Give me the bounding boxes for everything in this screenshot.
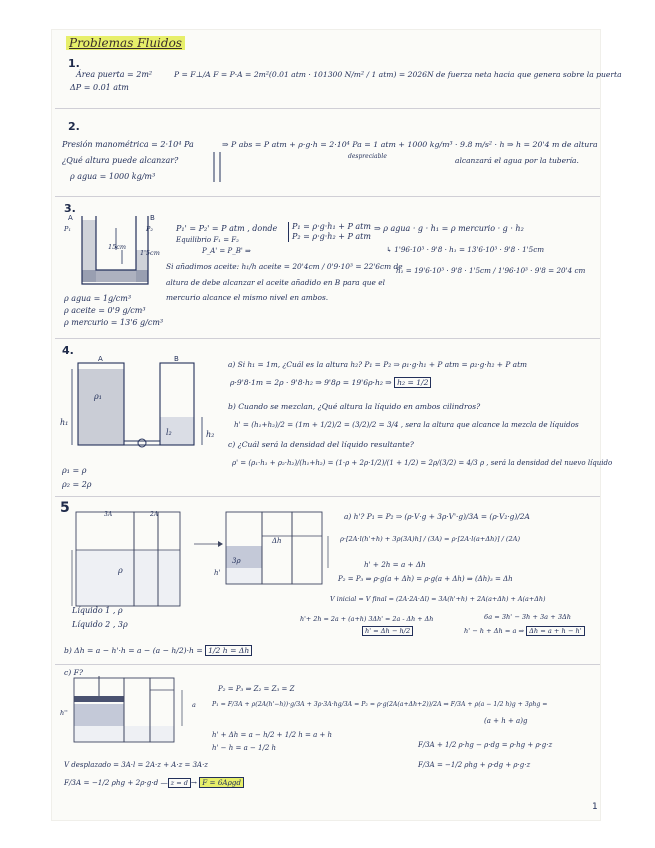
p5-a-2: ρ·[2A·l(h'+h) + 3ρ(3A)h] / (3A) = ρ·[2A·l(a+Δh)] / (2A) <box>340 535 521 543</box>
p3-fig-label-p2: P₂ <box>146 225 153 233</box>
p5-a-1: a) h'? P₁ = P₂ ⇒ (ρ·V·g + 3ρ·V'·g)/3A = (ρ·V₂·g)/2A <box>344 512 530 521</box>
p5-b-1: b) Δh = a − h'·h = a − (a − h/2)·h = 1/2 h = Δh <box>64 646 252 656</box>
p3-eq-2: Equilibrio F₁ = F₂ <box>176 236 239 244</box>
p2-work: ⇒ P abs = P atm + ρ·g·h = 2·10⁴ Pa = 1 atm + 1000 kg/m³ · 9.8 m/s² · h ⇒ h = 20'4 m de altura <box>222 140 598 149</box>
p4-density-2: ρ₂ = 2ρ <box>62 480 92 489</box>
divider <box>55 496 600 497</box>
p5-fig-h-double-prime: h'' <box>60 709 68 717</box>
p4-c-2: ρ' = (ρ₁·h₁ + ρ₂·h₂)/(h₁+h₂) = (1·ρ + 2ρ·1/2)/(1 + 1/2) = 2ρ/(3/2) = 4/3 ρ , será la densidad del nuevo líquido <box>232 459 613 467</box>
p5-a-5: V inicial = V final = (2A·2A·Δl) = 3A(h'+h) + 2A(a+Δh) + A(a+Δh) <box>330 595 546 603</box>
p4-c-1: c) ¿Cuál será la densidad del líquido resultante? <box>228 440 414 449</box>
p5-c-answer: F = 6Aρgd <box>199 777 244 788</box>
p3-eq-3: P_A' = P_B' ⇒ <box>202 247 251 255</box>
p5-c-7: F/3A + 1/2 ρ·hg − ρ·dg = ρ·hg + ρ·g·z <box>418 741 553 749</box>
p3-fig-label-h2: 1'5cm <box>140 249 160 257</box>
p1-given-pressure: ΔP = 0.01 atm <box>70 83 129 92</box>
p3-system-eq-2: P₂ = ρ·g·h₂ + P atm <box>292 232 371 241</box>
p5-fig-2A: 2A <box>150 511 159 518</box>
p5-c-8: F/3A = −1/2 ρhg + ρ·dg + ρ·g·z <box>418 761 531 769</box>
p2-line-2: ¿Qué altura puede alcanzar? <box>62 156 179 165</box>
p3-density-water: ρ agua = 1g/cm³ <box>64 294 132 303</box>
two-cylinder-figure <box>68 355 218 460</box>
p3-note-3: mercurio alcance el mismo nivel en ambos. <box>166 293 329 302</box>
p3-note-2: altura de debe alcanzar el aceite añadido en B para que el <box>166 278 385 287</box>
p4-fig-h2: h₂ <box>206 430 215 439</box>
p1-given-area: Área puerta = 2m² <box>76 70 153 79</box>
p5-fig-dh: Δh <box>272 537 282 545</box>
p4-a-answer: h₂ = 1/2 <box>394 377 431 388</box>
p3-eq-1: P₁' = P₂' = P atm , donde <box>176 224 278 233</box>
p5-c-4: h' + Δh = a − h/2 + 1/2 h = a + h <box>212 731 333 739</box>
p3-fig-label-h1: 15cm <box>108 243 127 251</box>
p5-liquid-1: Líquido 1 , ρ <box>72 606 123 615</box>
p1-work: P = F⊥/A F = P·A = 2m²(0.01 atm · 101300 N/m² / 1 atm) = 2026N de fuerza neta hacia que genera sobre la puerta <box>174 70 622 79</box>
p2-note-1: despreciable <box>348 153 387 160</box>
p5-fig-3A: 3A <box>104 511 113 518</box>
p3-density-oil: ρ aceite = 0'9 g/cm³ <box>64 306 146 315</box>
problem-3-number: 3. <box>64 202 76 215</box>
p3-system-eq-1: P₁ = ρ·g·h₁ + P atm <box>292 222 371 231</box>
p4-density-1: ρ₁ = ρ <box>62 466 87 475</box>
tube-sketch <box>212 150 224 184</box>
p5-a-answer: Δh = a + h − h' <box>526 626 584 636</box>
p5-c-1: c) F? <box>64 668 83 677</box>
p5-c-step: z = d <box>168 778 191 788</box>
p4-a-2: ρ·9'8·1m = 2ρ · 9'8·h₂ ⇒ 9'8ρ = 19'6ρ·h₂ ⇒ h₂ = 1/2 <box>230 378 431 388</box>
p5-c-6: (a + h + a)g <box>484 717 528 725</box>
p5-fig-hprime: h' <box>214 569 221 577</box>
divider <box>55 664 600 665</box>
divider <box>55 338 600 339</box>
p5-c-10: F/3A = −1/2 ρhg + 2ρ·g·d — z = d → F = 6Aρgd <box>64 778 244 788</box>
problem-4-number: 4. <box>62 344 74 357</box>
p5-fig-3rho: 3ρ <box>232 557 241 565</box>
problem-5-number: 5 <box>60 500 70 516</box>
p5-c-3: P₁ = F/3A + ρ(2A(h'−h))·g/3A + 3ρ·3A·hg/3A = P₂ = ρ·g(2A(a+Δh+2))/2A ⇒ F/3A + ρ(a − 1/2 h)g + 3ρhg = <box>212 701 548 708</box>
p5-fig-rho: ρ <box>118 566 123 575</box>
p3-result-3: h₁ = 19'6·10³ · 9'8 · 1'5cm / 1'96·10³ · 9'8 = 20'4 cm <box>396 266 586 275</box>
p3-note-1: Si añadimos aceite: h₁/h aceite = 20'4cm / 0'9·10³ = 22'6cm de <box>166 262 403 271</box>
p5-c-2: P₂ = P₃ ⇒ Z₂ = Z₃ = Z <box>218 685 295 693</box>
p5-a-3: h' + 2h = a + Δh <box>364 560 426 569</box>
p5-c-5: h' − h = a − 1/2 h <box>212 744 277 752</box>
divider <box>55 196 600 197</box>
p5-a-7 <box>362 626 413 636</box>
p5-a-4: P₂ = P₃ ⇒ ρ·g(a + Δh) = ρ·g(a + Δh) ⇒ (Δh)₃ = Δh <box>338 575 513 583</box>
p5-a-6: h'+ 2h = 2a + (a+h) 3Δh' = 2a - Δh + Δh <box>300 615 434 623</box>
p3-fig-A-label: A <box>68 214 73 222</box>
p2-line-1: Presión manométrica = 2·10⁴ Pa <box>62 140 194 149</box>
p3-result-1: ⇒ ρ agua · g · h₁ = ρ mercurio · g · h₂ <box>374 224 524 233</box>
p5-c-9: V desplazado = 3A·l = 2A·z + A·z = 3A·z <box>64 761 208 769</box>
p5-liquid-2: Líquido 2 , 3ρ <box>72 620 128 629</box>
p5-b-answer: 1/2 h = Δh <box>205 645 252 656</box>
page-title: Problemas Fluidos <box>66 36 185 50</box>
p2-note-2: alcanzará el agua por la tubería. <box>455 156 579 165</box>
piston-vessel-figure <box>68 676 208 746</box>
three-vessel-figure <box>68 508 338 608</box>
p3-fig-B-label: B <box>150 214 155 222</box>
divider <box>55 108 600 109</box>
problem-2-number: 2. <box>68 120 80 133</box>
p4-fig-B-label: B <box>174 355 179 363</box>
p4-b-1: b) Cuando se mezclan, ¿Qué altura la líquido en ambos cilindros? <box>228 402 481 411</box>
p4-fig-rho1: ρ₁ <box>94 392 102 401</box>
p3-result-2: ↳ 1'96·10³ · 9'8 · h₁ = 13'6·10³ · 9'8 · 1'5cm <box>386 245 545 254</box>
page-number: 1 <box>592 802 598 812</box>
p5-a-8: 6a = 3h' − 3h + 3a + 3Δh <box>484 613 572 621</box>
p4-fig-l2: l₂ <box>166 428 172 437</box>
p5-a-intermediate: h' = Δh − h/2 <box>362 626 413 636</box>
p4-fig-h1: h₁ <box>60 418 69 427</box>
p4-b-2: h' = (h₁+h₂)/2 = (1m + 1/2)/2 = (3/2)/2 = 3/4 , sera la altura que alcance la mezcla de líquidos <box>234 420 579 429</box>
p5-fig-a: a <box>192 701 196 709</box>
p3-density-mercury: ρ mercurio = 13'6 g/cm³ <box>64 318 164 327</box>
p3-fig-label-p1: P₁ <box>64 225 71 233</box>
p4-fig-A-label: A <box>98 355 103 363</box>
problem-1-number: 1. <box>68 57 80 70</box>
p3-system <box>288 222 371 242</box>
p5-a-9: h' − h + Δh = a ⇒ Δh = a + h − h' <box>464 626 585 636</box>
p4-a-1: a) Si h₁ = 1m, ¿Cuál es la altura h₂? P₁ = P₂ ⇒ ρ₁·g·h₁ + P atm = ρ₂·g·h₂ + P atm <box>228 360 528 369</box>
p2-line-3: ρ agua = 1000 kg/m³ <box>70 172 156 181</box>
